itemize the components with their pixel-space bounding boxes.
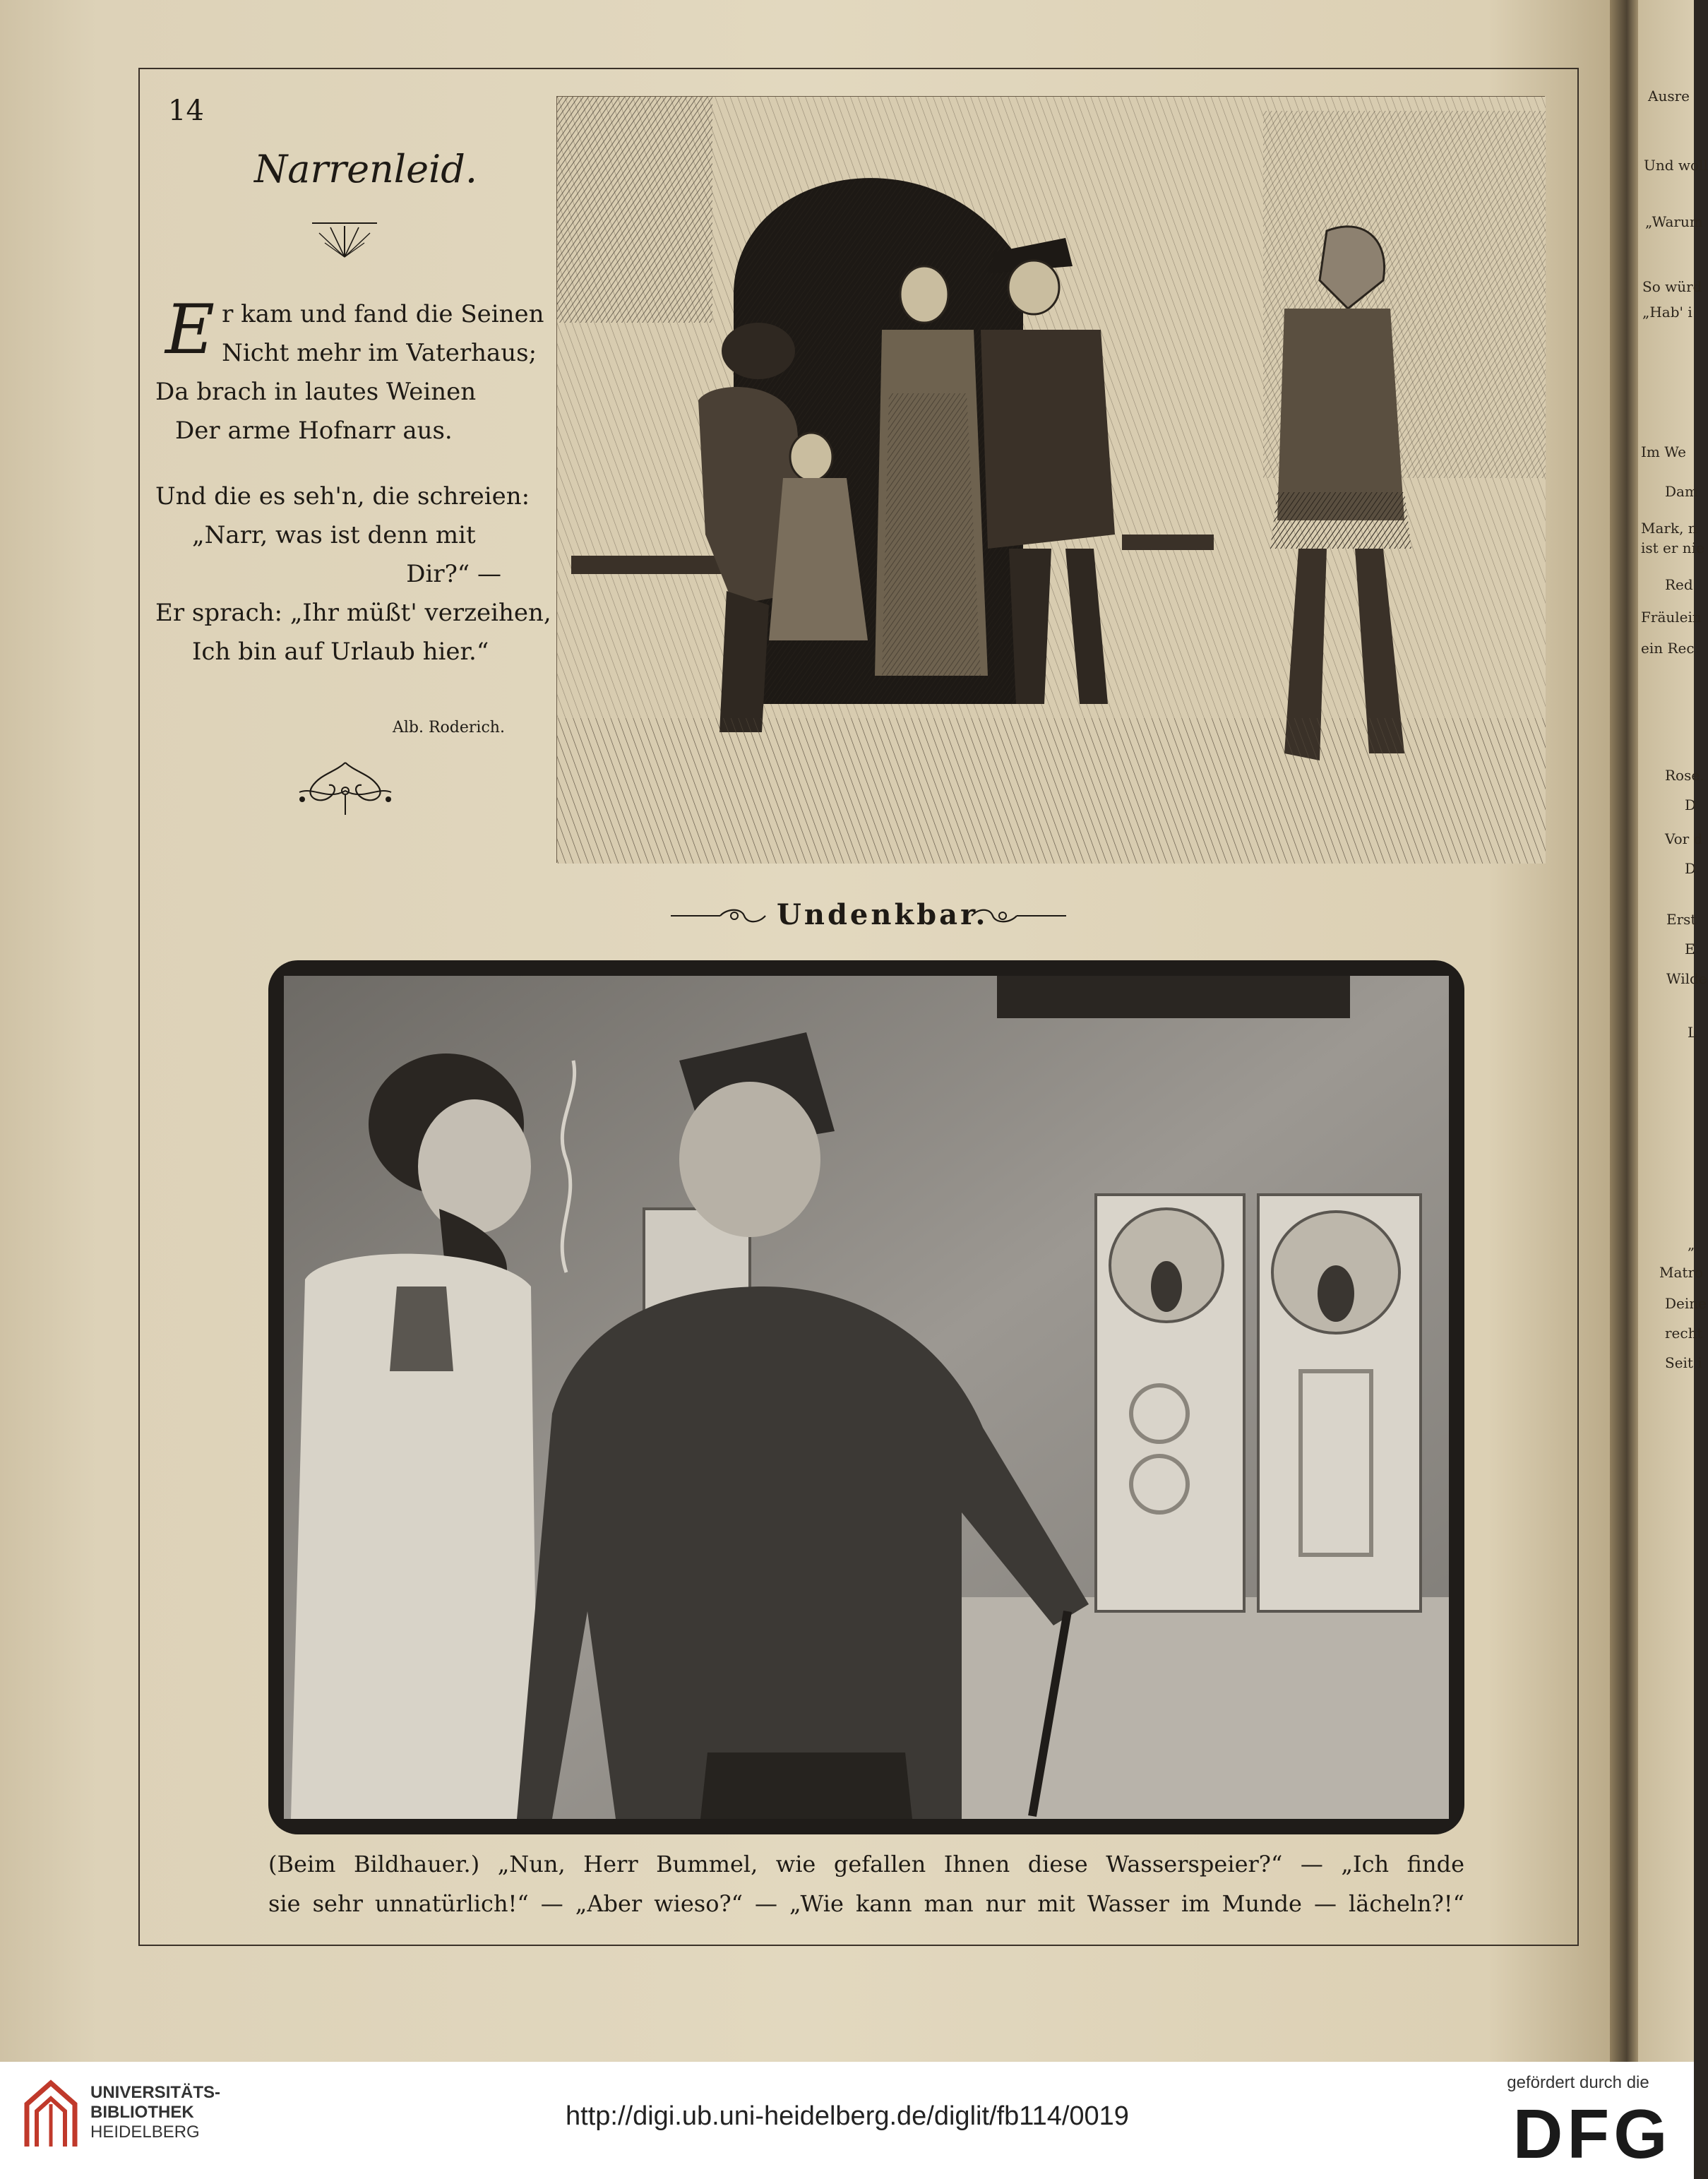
poem-line: Dir?“ —	[406, 560, 501, 588]
caption-line: (Beim Bildhauer.) „Nun, Herr Bummel, wie gefallen Ihnen diese Wasserspeier?“ — „Ich finde	[268, 1851, 1464, 1877]
library-line: HEIDELBERG	[90, 2123, 200, 2142]
left-scroll-ornament-icon	[671, 905, 770, 926]
adjacent-fragment: Wilde	[1666, 970, 1707, 987]
adjacent-fragment: D	[1685, 860, 1697, 877]
dfg-logo: DFG	[1512, 2095, 1672, 2173]
adjacent-fragment: Mark, n	[1641, 520, 1697, 537]
illustration-sculptor-studio-image	[284, 976, 1449, 1819]
right-scroll-ornament-icon	[967, 905, 1066, 926]
adjacent-fragment: E	[1685, 941, 1695, 957]
poem-dropcap: E	[165, 290, 215, 369]
poem-line: Da brach in lautes Weinen	[155, 378, 477, 406]
adjacent-fragment: Red	[1665, 576, 1693, 593]
adjacent-fragment: Deine	[1665, 1295, 1707, 1312]
adjacent-fragment: recht	[1665, 1325, 1703, 1342]
university-library-logo-icon	[20, 2076, 82, 2154]
library-line: BIBLIOTHEK	[90, 2103, 194, 2122]
adjacent-fragment: „Warum	[1645, 213, 1703, 230]
adjacent-fragment: Ausre	[1648, 88, 1690, 105]
poem-line: „Narr, was ist denn mit	[192, 521, 476, 549]
poem-title: Narrenleid.	[254, 147, 478, 191]
adjacent-fragment: L	[1688, 1024, 1697, 1041]
adjacent-fragment: Rose.	[1665, 767, 1704, 784]
cartoon-caption	[268, 1844, 1464, 1923]
adjacent-fragment: ist er nie	[1641, 539, 1704, 556]
book-gutter	[1610, 0, 1638, 2062]
adjacent-fragment: Vor d	[1665, 830, 1703, 847]
cartoon-title-row	[671, 898, 1066, 933]
adjacent-fragment: Und woll	[1644, 157, 1708, 174]
adjacent-fragment: „	[1688, 1236, 1695, 1253]
adjacent-fragment: ein Rec	[1641, 640, 1695, 657]
adjacent-fragment: Erst	[1666, 911, 1697, 928]
adjacent-fragment: „Hab' i	[1642, 304, 1692, 321]
engraving-jester-homecoming	[556, 96, 1545, 863]
poem-body	[155, 290, 551, 671]
adjacent-fragment: Dam	[1665, 483, 1698, 500]
engraving-drawing	[557, 97, 1546, 864]
poem-line: Nicht mehr im Vaterhaus;	[222, 339, 537, 367]
permalink-url[interactable]: http://digi.ub.uni-heidelberg.de/diglit/fb114/0019	[566, 2101, 1129, 2131]
poem-stanza	[155, 477, 551, 671]
adjacent-fragment: Seit i	[1665, 1354, 1702, 1371]
poem-author: Alb. Roderich.	[393, 719, 505, 736]
poem-line: Und die es seh'n, die schreien:	[155, 482, 530, 511]
adjacent-page-edge	[1638, 0, 1708, 2062]
adjacent-fragment: Matro	[1659, 1264, 1704, 1281]
adjacent-fragment: Im We	[1641, 443, 1686, 460]
university-library-name	[90, 2083, 220, 2142]
sunburst-ornament-icon	[309, 220, 380, 260]
poem-line: Der arme Hofnarr aus.	[175, 417, 453, 445]
funded-by-label: gefördert durch die	[1507, 2073, 1649, 2092]
studio-drawing	[284, 976, 1449, 1819]
poem-line: Er sprach: „Ihr müßt' verzeihen,	[155, 599, 551, 627]
illustration-sculptor-studio	[268, 960, 1464, 1834]
caption-line: sie sehr unnatürlich!“ — „Aber wieso?“ — „Wie kann man nur mit Wasser im Munde — lächeln?!“	[268, 1890, 1464, 1917]
library-line: UNIVERSITÄTS-	[90, 2083, 221, 2102]
adjacent-fragment: Fräulein	[1641, 609, 1702, 626]
flourish-ornament-icon	[292, 758, 398, 819]
poem-line: Ich bin auf Urlaub hier.“	[192, 638, 489, 666]
page-number: 14	[168, 95, 204, 127]
poem-line: r kam und fand die Seinen	[222, 300, 544, 328]
adjacent-fragment: D	[1685, 796, 1697, 813]
adjacent-fragment: So würd	[1642, 278, 1702, 295]
cartoon-title: Undenkbar.	[777, 898, 989, 931]
